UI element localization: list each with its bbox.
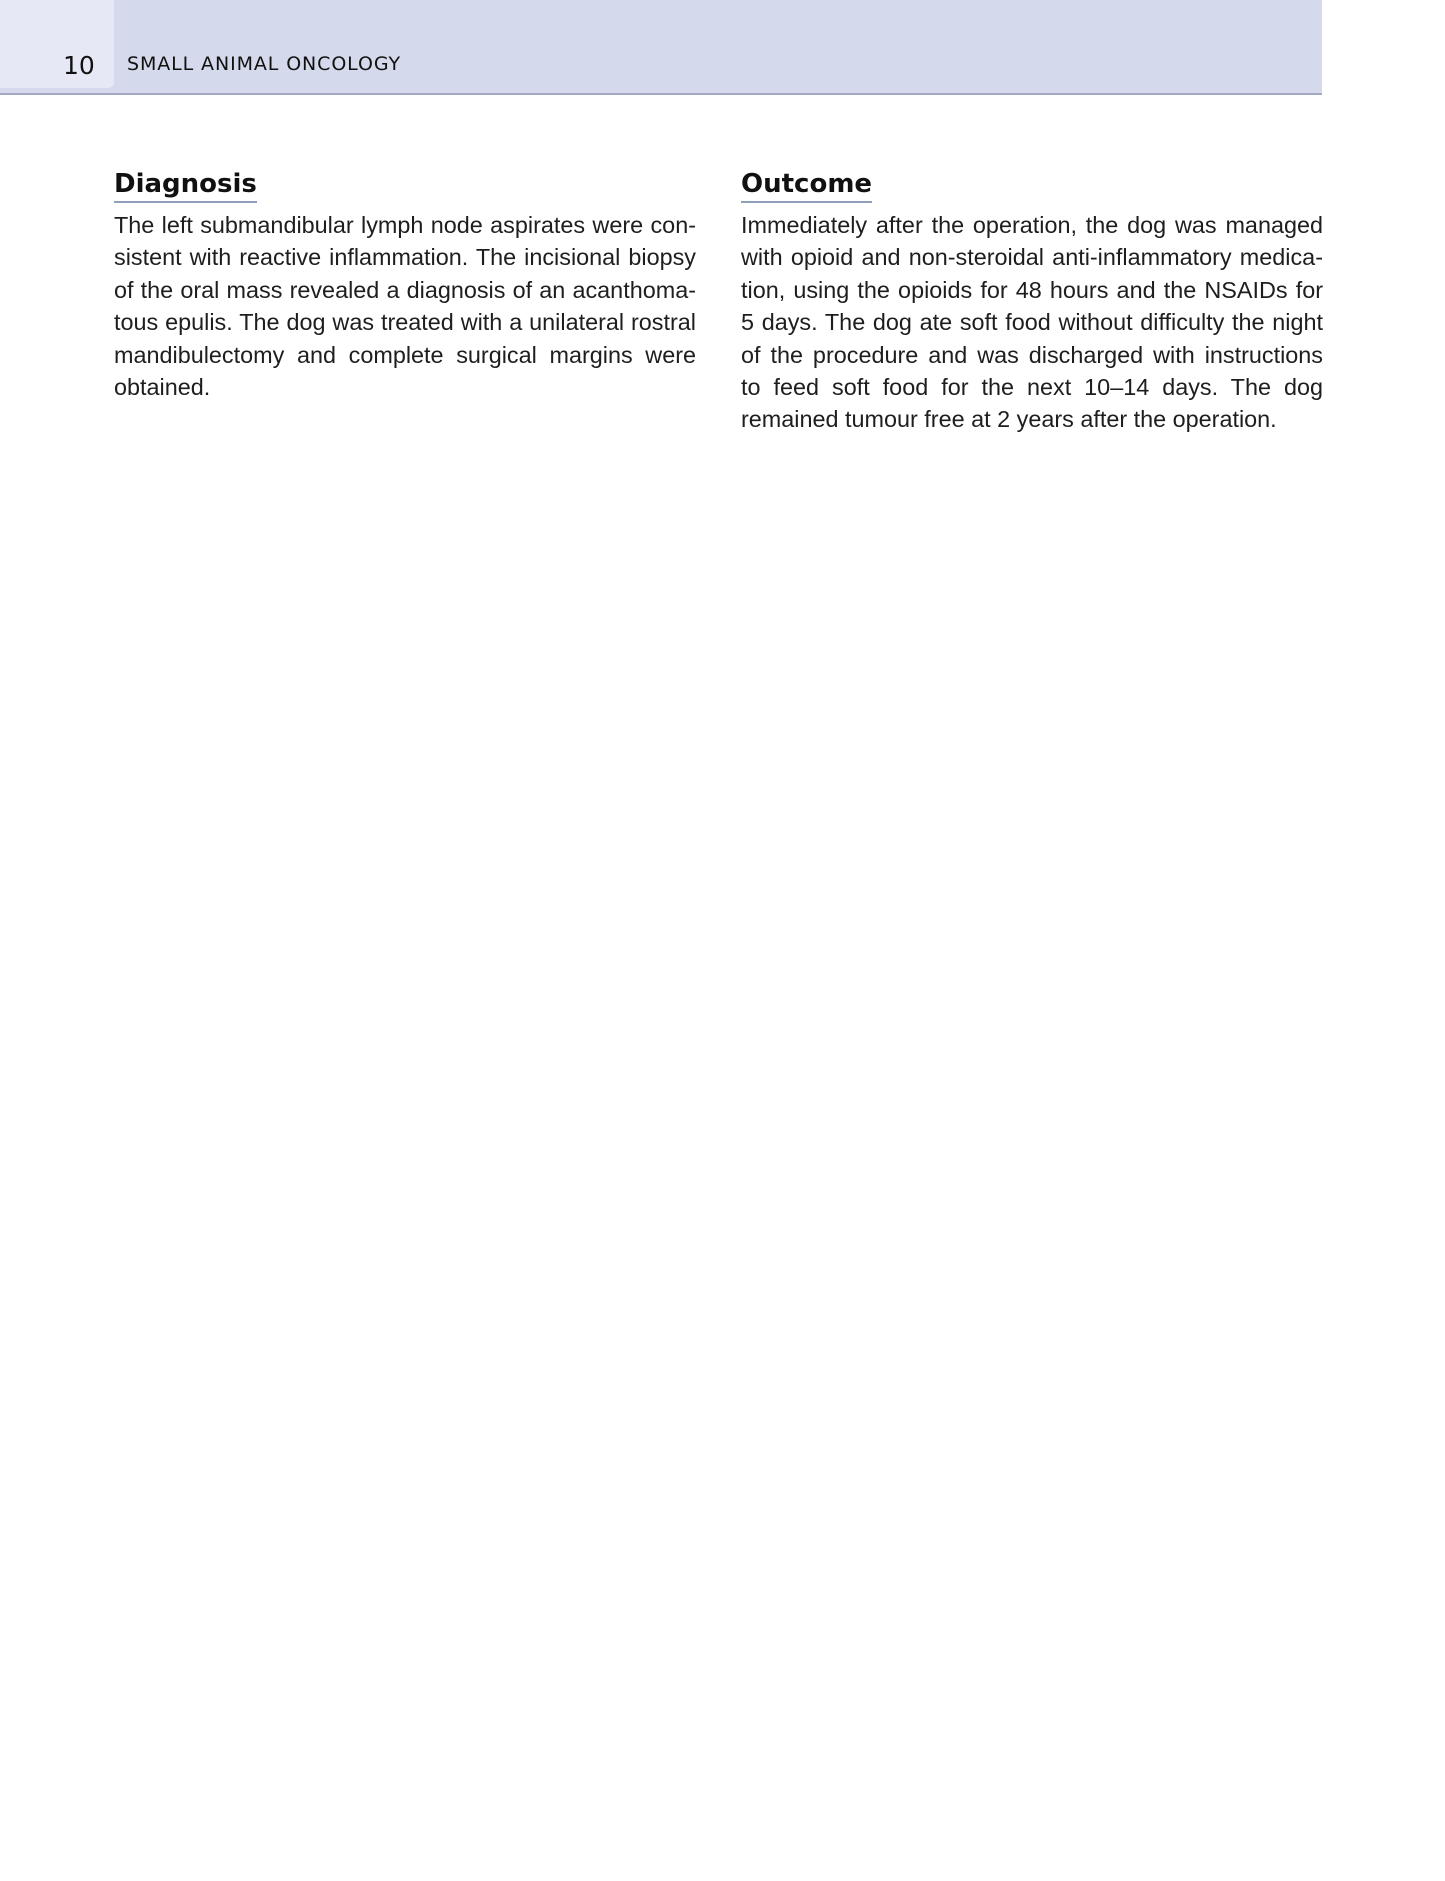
section-body-outcome: Immediately after the operation, the dog was managed with opioid and non-steroidal anti-inflammatory medication, using the opioids for 48 hours and the NSAIDs for 5 days. The dog ate soft food without difficulty the night of the procedure and was discharged with instructions to feed soft food for the next 10–14 days. The dog remained tumour free at 2 years after the operation. — [741, 212, 1323, 433]
page-number: 10 — [63, 51, 95, 80]
section-heading-outcome: Outcome — [741, 168, 872, 203]
running-title: SMALL ANIMAL ONCOLOGY — [127, 53, 402, 75]
section-body-diagnosis: The left submandibular lymph node aspirates were consistent with reactive inflammation. The incisional biopsy of the oral mass revealed a diagnosis of an acanthomatous epulis. The dog was treated with a unilateral rostral mandibulectomy and complete surgical margins were obtained. — [114, 212, 696, 401]
section-heading-diagnosis: Diagnosis — [114, 168, 257, 203]
page-number-tab — [0, 0, 114, 88]
diagnosis-section — [114, 168, 696, 403]
outcome-section — [741, 168, 1323, 436]
running-header — [0, 0, 1322, 95]
